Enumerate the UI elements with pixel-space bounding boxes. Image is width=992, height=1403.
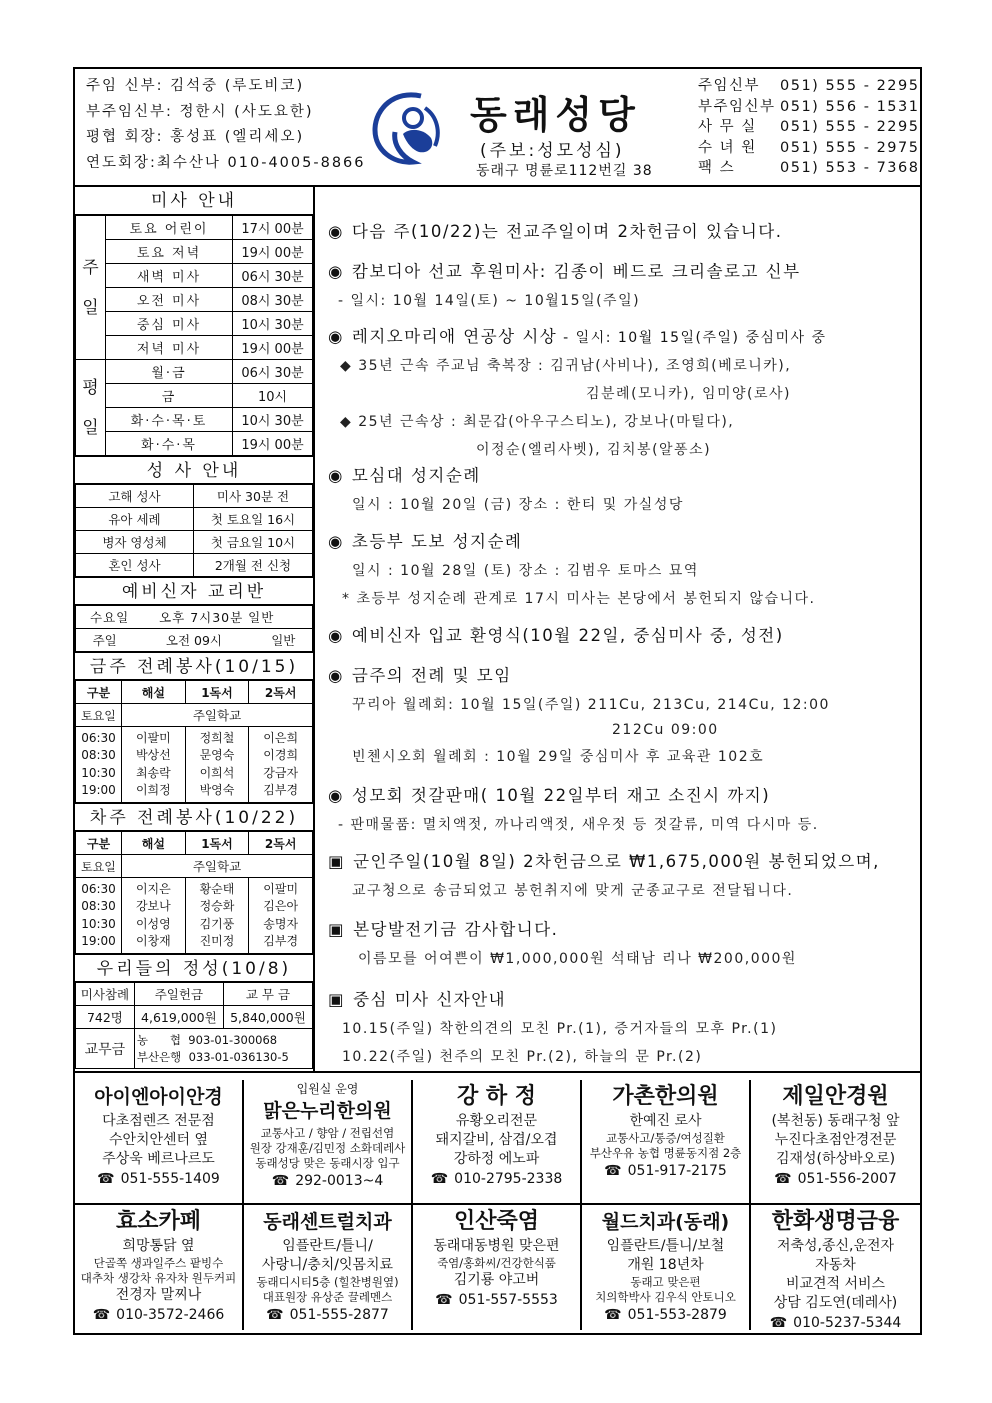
notice-line: 10.22(주일) 천주의 모친 Pr.(2), 하늘의 문 Pr.(2) xyxy=(342,1049,703,1065)
box-bullet-icon: ▣ xyxy=(328,852,346,871)
contact-label: 부주임신부 xyxy=(698,98,776,115)
notice-line: 10.15(주일) 착한의견의 모친 Pr.(1), 증거자들의 모후 Pr.(1) xyxy=(342,1021,778,1037)
ad-line: 임플란트/틀니/ xyxy=(282,1238,373,1254)
offering-head: 교 무 금 xyxy=(223,983,312,1006)
notice-heading-text: 중심 미사 신자안내 xyxy=(353,990,507,1009)
notice-heading-text: 초등부 도보 성지순례 xyxy=(351,532,523,551)
notice-item xyxy=(328,986,918,1066)
ministry-names: 이팔미 김은아 송명자 김부경 xyxy=(249,878,313,954)
ad-name: 한화생명금융 xyxy=(771,1209,900,1234)
ministry-head xyxy=(76,681,313,704)
ministry-head-cell: 1독서 xyxy=(185,832,249,855)
mass-name: 금 xyxy=(106,384,233,408)
mass-row xyxy=(76,240,313,264)
ad-name: 제일안경원 xyxy=(782,1084,889,1109)
notice-heading-text: 성모회 젓갈판매( 10월 22일부터 재고 소진시 까지) xyxy=(351,786,771,805)
ad-phone-number: 051-557-5553 xyxy=(458,1292,558,1308)
sacrament-time: 첫 금요일 10시 xyxy=(194,531,313,554)
ad-line: 전경자 말찌나 xyxy=(115,1287,202,1303)
ad-phone-number: 010-2795-2338 xyxy=(454,1171,563,1187)
catechumen-table xyxy=(75,605,313,652)
ad-line: 희망통닭 옆 xyxy=(122,1238,195,1254)
notice-item xyxy=(328,782,918,834)
weekday-label: 평 일 xyxy=(76,360,106,456)
mass-row xyxy=(76,264,313,288)
account-list: 농 협 903-01-300068 부산은행 033-01-036130-5 xyxy=(134,1029,312,1069)
ad-name: 가촌한의원 xyxy=(612,1084,719,1109)
contact-label: 주임신부 xyxy=(698,78,761,94)
ad-line: 임플란트/틀니/보철 xyxy=(606,1238,725,1254)
ad-line: 강하정 에노파 xyxy=(453,1151,540,1167)
sacraments-title: 성 사 안내 xyxy=(75,456,313,484)
notice-line: 교구청으로 송금되었고 봉헌취지에 맞게 군종교구로 전달됩니다. xyxy=(352,883,794,899)
notice-heading-text: 군인주일(10월 8일) 2차헌금으로 ₩1,675,000원 봉헌되었으며, xyxy=(353,852,880,871)
notice-heading xyxy=(328,782,918,806)
ministry-times: 06:30 08:30 10:30 19:00 xyxy=(76,727,122,803)
notice-item xyxy=(328,622,918,646)
ministry-this-week xyxy=(75,652,313,803)
left-sidebar xyxy=(75,187,313,1069)
offering-value: 5,840,000원 xyxy=(223,1006,312,1029)
ad-name: 강 하 정 xyxy=(456,1084,537,1109)
box-bullet-icon: ▣ xyxy=(328,990,346,1009)
ad-name: 효소카페 xyxy=(115,1209,201,1234)
ad-top-line: 입원실 운영 xyxy=(296,1082,359,1096)
staff-line: 연도회장:최수산나 010-4005-8866 xyxy=(86,154,366,171)
mass-time: 10시 xyxy=(233,384,313,408)
offering-value: 742명 xyxy=(76,1006,135,1029)
contact-line xyxy=(698,117,919,138)
notice-item xyxy=(328,258,918,310)
ad-line: 주상욱 베르나르도 xyxy=(102,1151,215,1167)
phone-icon: ☎ xyxy=(271,1173,290,1189)
account-label: 교무금 xyxy=(76,1029,135,1069)
mass-name: 월·금 xyxy=(106,360,233,384)
notice-line: 212Cu 09:00 xyxy=(612,722,719,738)
phone-icon: ☎ xyxy=(266,1307,284,1323)
ministry-head-cell: 해설 xyxy=(122,832,186,855)
notice-heading-text: 레지오마리애 연공상 시상 xyxy=(351,327,558,346)
ad-line: 자동차 xyxy=(815,1257,856,1273)
ad-box xyxy=(751,1080,920,1205)
ad-phone xyxy=(413,1290,580,1310)
ad-name: 월드치과(동래) xyxy=(601,1211,730,1233)
notice-item xyxy=(328,462,918,514)
sacrament-time: 첫 토요일 16시 xyxy=(194,508,313,531)
ministry-table xyxy=(75,680,313,803)
ministry-sat-label: 토요일 xyxy=(76,855,122,878)
contact-phone: 051) 556 - 1531 xyxy=(780,98,920,115)
mass-time: 06시 30분 xyxy=(233,264,313,288)
notice-heading xyxy=(328,986,918,1010)
ad-phone-number: 051-917-2175 xyxy=(627,1163,727,1179)
ad-name: 맑은누리한의원 xyxy=(263,1100,392,1122)
ad-line: 누진다초점안경전문 xyxy=(774,1132,897,1148)
ministry-title: 차주 전례봉사(10/22) xyxy=(75,803,313,831)
sacrament-time: 2개월 전 신청 xyxy=(194,554,313,577)
contact-line xyxy=(698,97,919,118)
target-bullet-icon: ◉ xyxy=(328,626,344,645)
target-bullet-icon: ◉ xyxy=(328,666,344,685)
church-address: 동래구 명륜로112번길 38 xyxy=(476,163,653,179)
notice-line: 꾸리아 월례회: 10월 15일(주일) 211Cu, 213Cu, 214Cu, 12:00 xyxy=(352,697,830,713)
ad-name: 아이엔아이안경 xyxy=(94,1086,223,1108)
notice-line: 이름모를 어여쁜이 ₩1,000,000원 석태남 리나 ₩200,000원 xyxy=(358,951,797,967)
ministry-sat-value: 주일학교 xyxy=(122,855,313,878)
contact-phone: 051) 555 - 2295 xyxy=(780,78,920,94)
catechumen-day: 주일 xyxy=(76,629,134,652)
ad-box xyxy=(244,1080,413,1205)
mass-name: 화·수·목·토 xyxy=(106,408,233,432)
ad-small-line: 동래디시티5층 (힐찬병원옆) xyxy=(256,1275,399,1289)
ad-small-line: 교통사고/통증/여성질환 xyxy=(606,1131,725,1145)
notice-heading-text: 예비신자 입교 환영식(10월 22일, 중심미사 중, 성전) xyxy=(351,626,784,645)
ad-phone xyxy=(751,1169,920,1189)
mass-time: 17시 00분 xyxy=(233,216,313,240)
notice-line: 일시 : 10월 28일 (토) 장소 : 김범우 토마스 묘역 xyxy=(352,563,699,579)
ministry-body xyxy=(76,727,313,803)
contact-label: 사 무 실 xyxy=(698,119,757,135)
phone-icon: ☎ xyxy=(435,1292,453,1308)
notice-heading xyxy=(328,528,918,552)
notice-item xyxy=(328,323,918,459)
mass-name: 새벽 미사 xyxy=(106,264,233,288)
mass-time: 19시 00분 xyxy=(233,336,313,360)
staff-line: 주임 신부: 김석중 (루도비코) xyxy=(86,78,305,94)
ministry-body xyxy=(76,878,313,954)
mass-name: 토요 어린이 xyxy=(106,216,233,240)
mass-name: 중심 미사 xyxy=(106,312,233,336)
sunday-label: 주 일 xyxy=(76,216,106,360)
phone-icon: ☎ xyxy=(604,1163,622,1179)
notice-line: 이정순(엘리사벳), 김치봉(알퐁소) xyxy=(476,442,712,458)
contact-line xyxy=(698,138,919,159)
mass-name: 저녁 미사 xyxy=(106,336,233,360)
ad-line: 동래대동병원 맞은편 xyxy=(433,1238,560,1254)
target-bullet-icon: ◉ xyxy=(328,786,344,805)
ad-phone xyxy=(413,1169,580,1189)
ad-small-line: 교통사고 / 향암 / 전립선염 xyxy=(260,1126,395,1140)
ad-small-line: 대추차 생강차 유자차 원두커피 xyxy=(80,1271,237,1285)
mass-row xyxy=(76,336,313,360)
phone-icon: ☎ xyxy=(430,1171,449,1187)
ad-small-line: 원장 강재훈/김민정 소화데레사 xyxy=(249,1141,406,1155)
notice-heading-text: 금주의 전례 및 모임 xyxy=(351,666,512,685)
sacrament-name: 혼인 성사 xyxy=(76,554,194,577)
phone-icon: ☎ xyxy=(769,1315,788,1330)
notice-heading xyxy=(328,218,918,242)
ministry-head-cell: 2독서 xyxy=(249,681,313,704)
ad-phone xyxy=(244,1305,411,1325)
ad-phone xyxy=(244,1171,411,1191)
ministry-names: 이지은 강보나 이성영 이창재 xyxy=(122,878,186,954)
mass-time: 19시 00분 xyxy=(233,240,313,264)
ad-box xyxy=(244,1205,413,1330)
phone-icon: ☎ xyxy=(92,1307,111,1323)
mass-name: 토요 저녁 xyxy=(106,240,233,264)
mass-row xyxy=(76,432,313,456)
notice-line: 일시 : 10월 20일 (금) 장소 : 한티 및 가실성당 xyxy=(352,497,684,513)
ad-box xyxy=(751,1205,920,1330)
ad-line: 비교견적 서비스 xyxy=(785,1276,886,1292)
offering-head: 주일헌금 xyxy=(134,983,223,1006)
ministry-names: 이은희 이경희 강금자 김부경 xyxy=(249,727,313,803)
ad-line: 돼지갈비, 삼겹/오겹 xyxy=(435,1132,558,1148)
ad-line: 저축성,종신,운전자 xyxy=(776,1238,895,1254)
mass-row xyxy=(76,408,313,432)
ministry-names: 정희철 문영숙 이희석 박영숙 xyxy=(185,727,249,803)
ad-line: 상담 김도연(데레사) xyxy=(773,1295,898,1311)
ad-small-line: 동래고 맞은편 xyxy=(630,1275,701,1289)
ad-small-line: 부산우유 농협 명륜동지점 2층 xyxy=(589,1146,742,1160)
notice-heading-text: 모심대 성지순례 xyxy=(351,466,481,485)
ad-line: 수안치안센터 옆 xyxy=(108,1132,209,1148)
target-bullet-icon: ◉ xyxy=(328,532,344,551)
notice-line: - 일시: 10월 14일(토) ~ 10월15일(주일) xyxy=(338,293,641,309)
ad-line: 김재성(하상바오로) xyxy=(775,1151,896,1167)
notice-item xyxy=(328,848,918,900)
sacrament-row xyxy=(76,531,313,554)
ad-phone-number: 010-3572-2466 xyxy=(116,1307,225,1323)
catechumen-type: 일반 xyxy=(255,629,313,652)
ministry-title: 금주 전례봉사(10/15) xyxy=(75,652,313,680)
ad-phone xyxy=(75,1305,242,1325)
ad-box xyxy=(582,1080,751,1205)
ad-line: 한예진 로사 xyxy=(629,1113,702,1129)
catechumen-title: 예비신자 교리반 xyxy=(75,577,313,605)
sacrament-name: 유아 세례 xyxy=(76,508,194,531)
mass-time: 19시 00분 xyxy=(233,432,313,456)
ad-phone xyxy=(582,1305,749,1325)
mass-row xyxy=(76,312,313,336)
notice-item xyxy=(328,218,918,242)
target-bullet-icon: ◉ xyxy=(328,327,344,346)
notice-heading xyxy=(328,916,918,940)
contact-phone: 051) 555 - 2295 xyxy=(780,119,920,135)
ministry-table xyxy=(75,831,313,954)
ad-small-line: 대표원장 유상준 끌레멘스 xyxy=(262,1290,393,1304)
ad-small-line: 치의학박사 김우식 안토니오 xyxy=(595,1290,736,1304)
sacrament-name: 고해 성사 xyxy=(76,485,194,508)
ministry-head-cell: 1독서 xyxy=(185,681,249,704)
ad-line: 다초점렌즈 전문점 xyxy=(102,1113,215,1129)
notice-heading-text: 캄보디아 선교 후원미사: 김종이 베드로 크리솔로고 신부 xyxy=(351,262,801,281)
ad-phone-number: 051-555-1409 xyxy=(120,1171,220,1187)
mass-table xyxy=(75,215,313,456)
contact-line xyxy=(698,158,919,179)
notice-item xyxy=(328,662,918,766)
mass-name: 화·수·목 xyxy=(106,432,233,456)
notice-line: 김분례(모니카), 임미양(로사) xyxy=(586,386,792,402)
church-logo xyxy=(365,88,451,168)
ad-phone xyxy=(582,1161,749,1181)
ad-phone-number: 051-556-2007 xyxy=(797,1171,897,1187)
ministry-sat-value: 주일학교 xyxy=(122,704,313,727)
ministry-sat-row xyxy=(76,704,313,727)
contact-phone: 051) 553 - 7368 xyxy=(780,160,920,176)
ad-line: 개원 18년차 xyxy=(627,1257,704,1273)
ministry-head-cell: 구분 xyxy=(76,832,122,855)
ad-box xyxy=(413,1080,582,1205)
phone-icon: ☎ xyxy=(774,1171,792,1187)
notice-heading xyxy=(328,462,918,486)
mass-time: 10시 30분 xyxy=(233,408,313,432)
phone-icon: ☎ xyxy=(604,1307,622,1323)
mass-row xyxy=(76,360,313,384)
mass-row xyxy=(76,216,313,240)
mass-row xyxy=(76,288,313,312)
ad-box xyxy=(413,1205,582,1330)
notice-line: * 초등부 성지순례 관계로 17시 미사는 본당에서 봉헌되지 않습니다. xyxy=(342,591,816,607)
ministry-head-cell: 2독서 xyxy=(249,832,313,855)
sacrament-time: 미사 30분 전 xyxy=(194,485,313,508)
mass-name: 오전 미사 xyxy=(106,288,233,312)
offering-title: 우리들의 정성(10/8) xyxy=(75,954,313,982)
target-bullet-icon: ◉ xyxy=(328,262,344,281)
ministry-head xyxy=(76,832,313,855)
offering-head: 미사참례 xyxy=(76,983,135,1006)
staff-line: 부주임신부: 정한시 (사도요한) xyxy=(86,103,314,120)
notice-line: ◆ 35년 근속 주교님 축복장 : 김귀남(사비나), 조영희(베로니카), xyxy=(340,358,792,374)
ad-box xyxy=(75,1080,244,1205)
notice-line: 빈첸시오회 월례회 : 10월 29일 중심미사 후 교육관 102호 xyxy=(352,749,765,765)
bulletin-subtitle: (주보:성모성심) xyxy=(480,141,625,161)
ministry-sat-row xyxy=(76,855,313,878)
ministry-names: 황순태 정승화 김기풍 진미정 xyxy=(185,878,249,954)
notice-item xyxy=(328,916,918,968)
target-bullet-icon: ◉ xyxy=(328,466,344,485)
ad-phone xyxy=(751,1313,920,1330)
offering-value: 4,619,000원 xyxy=(134,1006,223,1029)
mass-time: 06시 30분 xyxy=(233,360,313,384)
staff-list xyxy=(86,74,366,176)
notice-heading xyxy=(328,848,918,872)
ad-phone-number: 051-555-2877 xyxy=(289,1307,389,1323)
ad-line: 김기룡 야고버 xyxy=(453,1272,540,1288)
ad-phone xyxy=(75,1169,242,1189)
notice-heading xyxy=(328,258,918,282)
mass-time: 08시 30분 xyxy=(233,288,313,312)
ministry-sat-label: 토요일 xyxy=(76,704,122,727)
notice-heading xyxy=(328,323,918,347)
offering-table xyxy=(75,982,313,1069)
catechumen-row-1: 수요일 오후 7시30분 일반 xyxy=(76,606,313,629)
ad-small-line: 단골쪽 생과일주스 팥빙수 xyxy=(93,1256,224,1270)
mass-row xyxy=(76,384,313,408)
ad-box xyxy=(75,1205,244,1330)
sacrament-row xyxy=(76,554,313,577)
ad-small-line: 동래성당 맞은 동래시장 입구 xyxy=(255,1156,400,1170)
contact-phone: 051) 555 - 2975 xyxy=(780,139,920,156)
notice-item xyxy=(328,528,918,608)
catechumen-time: 오전 09시 xyxy=(133,629,254,652)
sacrament-row xyxy=(76,485,313,508)
notice-heading-suffix: - 일시: 10월 15일(주일) 중심미사 중 xyxy=(557,330,827,346)
ad-line: 사랑니/충치/잇몸치료 xyxy=(261,1257,394,1273)
sacrament-name: 병자 영성체 xyxy=(76,531,194,554)
mass-time: 10시 30분 xyxy=(233,312,313,336)
contact-line xyxy=(698,76,919,97)
notice-heading xyxy=(328,662,918,686)
staff-line: 평협 회장: 홍성표 (엘리세오) xyxy=(86,129,305,145)
ad-name: 동래센트럴치과 xyxy=(263,1211,392,1233)
church-name: 동래성당 xyxy=(470,93,641,137)
ad-phone-number: 051-553-2879 xyxy=(627,1307,727,1323)
box-bullet-icon: ▣ xyxy=(328,920,346,939)
contact-label: 수 녀 원 xyxy=(698,139,757,156)
contact-list xyxy=(698,76,919,179)
sacraments-table xyxy=(75,484,313,577)
ad-phone-number: 010-5237-5344 xyxy=(793,1315,902,1330)
contact-label: 팩 스 xyxy=(698,160,736,176)
notice-heading xyxy=(328,622,918,646)
notice-heading-text: 다음 주(10/22)는 전교주일이며 2차헌금이 있습니다. xyxy=(351,222,783,241)
phone-icon: ☎ xyxy=(97,1171,115,1187)
mass-title: 미사 안내 xyxy=(75,187,313,215)
notice-heading-text: 본당발전기금 감사합니다. xyxy=(353,920,559,939)
ministry-names: 이팔미 박상선 최송락 이희정 xyxy=(122,727,186,803)
ministry-head-cell: 해설 xyxy=(122,681,186,704)
ad-phone-number: 292-0013~4 xyxy=(295,1173,384,1189)
ad-small-line: 죽염/홍화씨/건강한식품 xyxy=(437,1256,556,1270)
sacrament-row xyxy=(76,508,313,531)
notice-line: - 판매물품: 멸치액젓, 까나리액젓, 새우젓 등 젓갈류, 미역 다시마 등. xyxy=(338,817,819,833)
target-bullet-icon: ◉ xyxy=(328,222,344,241)
ad-line: (복천동) 동래구청 앞 xyxy=(771,1113,900,1129)
ad-box xyxy=(582,1205,751,1330)
ad-name: 인산죽염 xyxy=(453,1209,539,1234)
ministry-head-cell: 구분 xyxy=(76,681,122,704)
ministry-next-week xyxy=(75,803,313,954)
ad-line: 유황오리전문 xyxy=(455,1113,538,1129)
notice-line: ◆ 25년 근속상 : 최문갑(아우구스티노), 강보나(마틸다), xyxy=(340,414,735,430)
ministry-times: 06:30 08:30 10:30 19:00 xyxy=(76,878,122,954)
